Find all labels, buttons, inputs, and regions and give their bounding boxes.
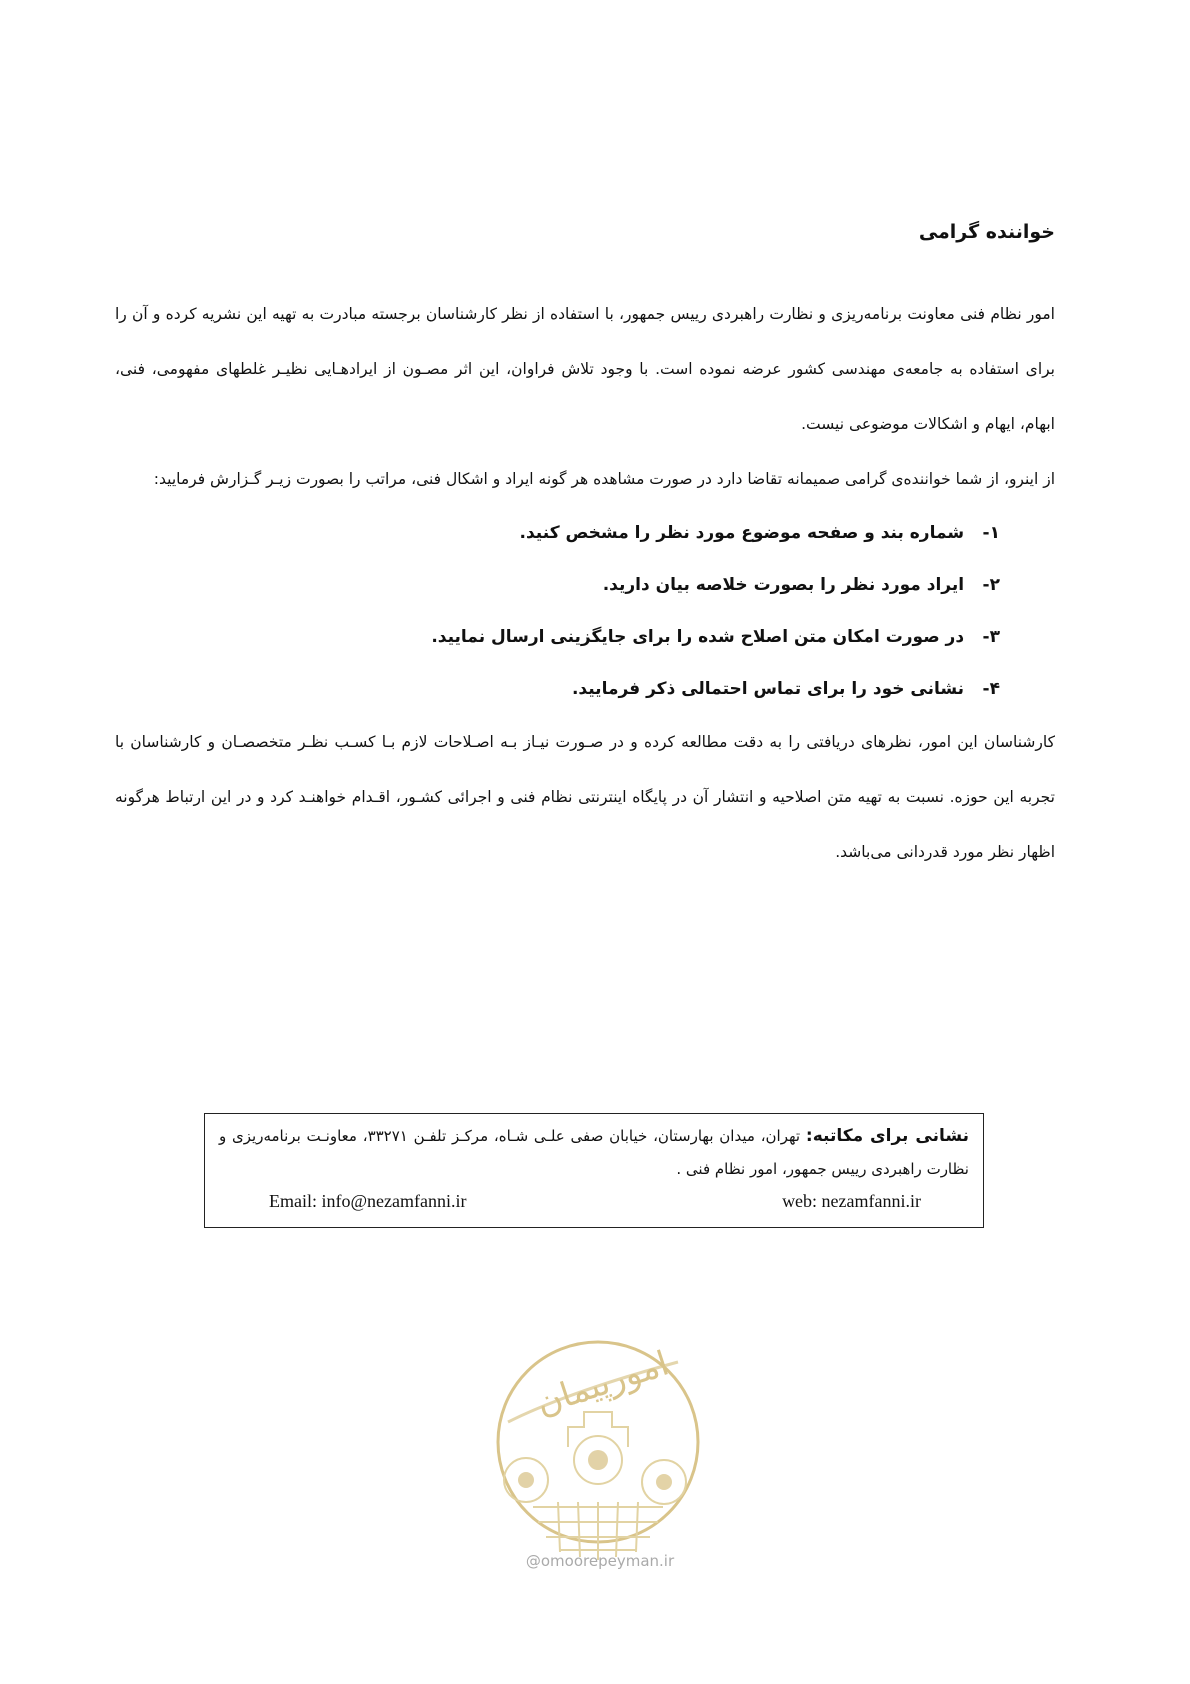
intro-paragraph: امور نظام فنی معاونت برنامه‌ریزی و نظارت راهبردی رییس جمهور، با استفاده از نظر کارشناسان برجسته مبادرت به تهیه این نشریه کرده و آن را برای استفاده به جامعه‌ی مهندسی کشور عرضه نموده است. با وجود تلاش فراوان، این اثر مصـون از ایرادهـایی نظیـر غلطهای مفهومی، فنی، ابهام، ایهام و اشکالات موضوعی نیست. [115,305,1055,433]
list-item-number: ۳- [982,627,1000,647]
main-content [115,215,1055,880]
contact-links-row [219,1186,969,1216]
list-item [115,559,1000,611]
request-paragraph: از اینرو، از شما خواننده‌ی گرامی صمیمانه تقاضا دارد در صورت مشاهده هر گونه ایراد و اشکال فنی، مراتب را بصورت زیـر گـزارش فرمایید: [153,470,1055,488]
list-item-text: ایراد مورد نظر را بصورت خلاصه بیان دارید. [602,575,965,595]
list-item-number: ۱- [982,523,1000,543]
watermark-logo [488,1332,708,1567]
list-item [115,663,1000,715]
contact-address [219,1120,969,1186]
list-item-number: ۴- [982,679,1000,699]
contact-email[interactable]: Email: info@nezamfanni.ir [269,1191,467,1211]
contact-website[interactable]: web: nezamfanni.ir [782,1191,921,1211]
list-item-number: ۲- [982,575,1000,595]
contact-address-text: تهران، میدان بهارستان، خیابان صفی علـی شـاه، مرکـز تلفـن ۳۳۲۷۱، معاونـت برنامه‌ریزی و نظارت راهبردی رییس جمهور، امور نظام فنی . [219,1127,969,1178]
contact-label: نشانی برای مکاتبه: [805,1126,970,1146]
instruction-list [115,507,1055,715]
list-item-text: شماره بند و صفحه موضوع مورد نظر را مشخص کنید. [519,523,965,543]
logo-caption: @omoorepeyman.ir [525,1552,675,1570]
list-item [115,507,1000,559]
contact-box [204,1113,984,1228]
logo-emblem-icon [488,1332,708,1567]
list-item-text: نشانی خود را برای تماس احتمالی ذکر فرمایید. [571,679,965,699]
list-item [115,611,1000,663]
list-item-text: در صورت امکان متن اصلاح شده را برای جایگزینی ارسال نمایید. [431,627,965,647]
page-title: خواننده گرامی [918,221,1055,243]
logo-text: امورپیمان [531,1343,674,1424]
closing-paragraph: کارشناسان این امور، نظرهای دریافتی را به دقت مطالعه کرده و در صـورت نیـاز بـه اصـلاحات لازم بـا کسـب نظـر متخصصـان و کارشناسان با تجربه این حوزه. نسبت به تهیه متن اصلاحیه و انتشار آن در پایگاه اینترنتی نظام فنی و اجرائی کشـور، اقـدام خواهنـد کرد و در این ارتباط هرگونه اظهار نظر مورد قدردانی می‌باشد. [115,733,1055,861]
